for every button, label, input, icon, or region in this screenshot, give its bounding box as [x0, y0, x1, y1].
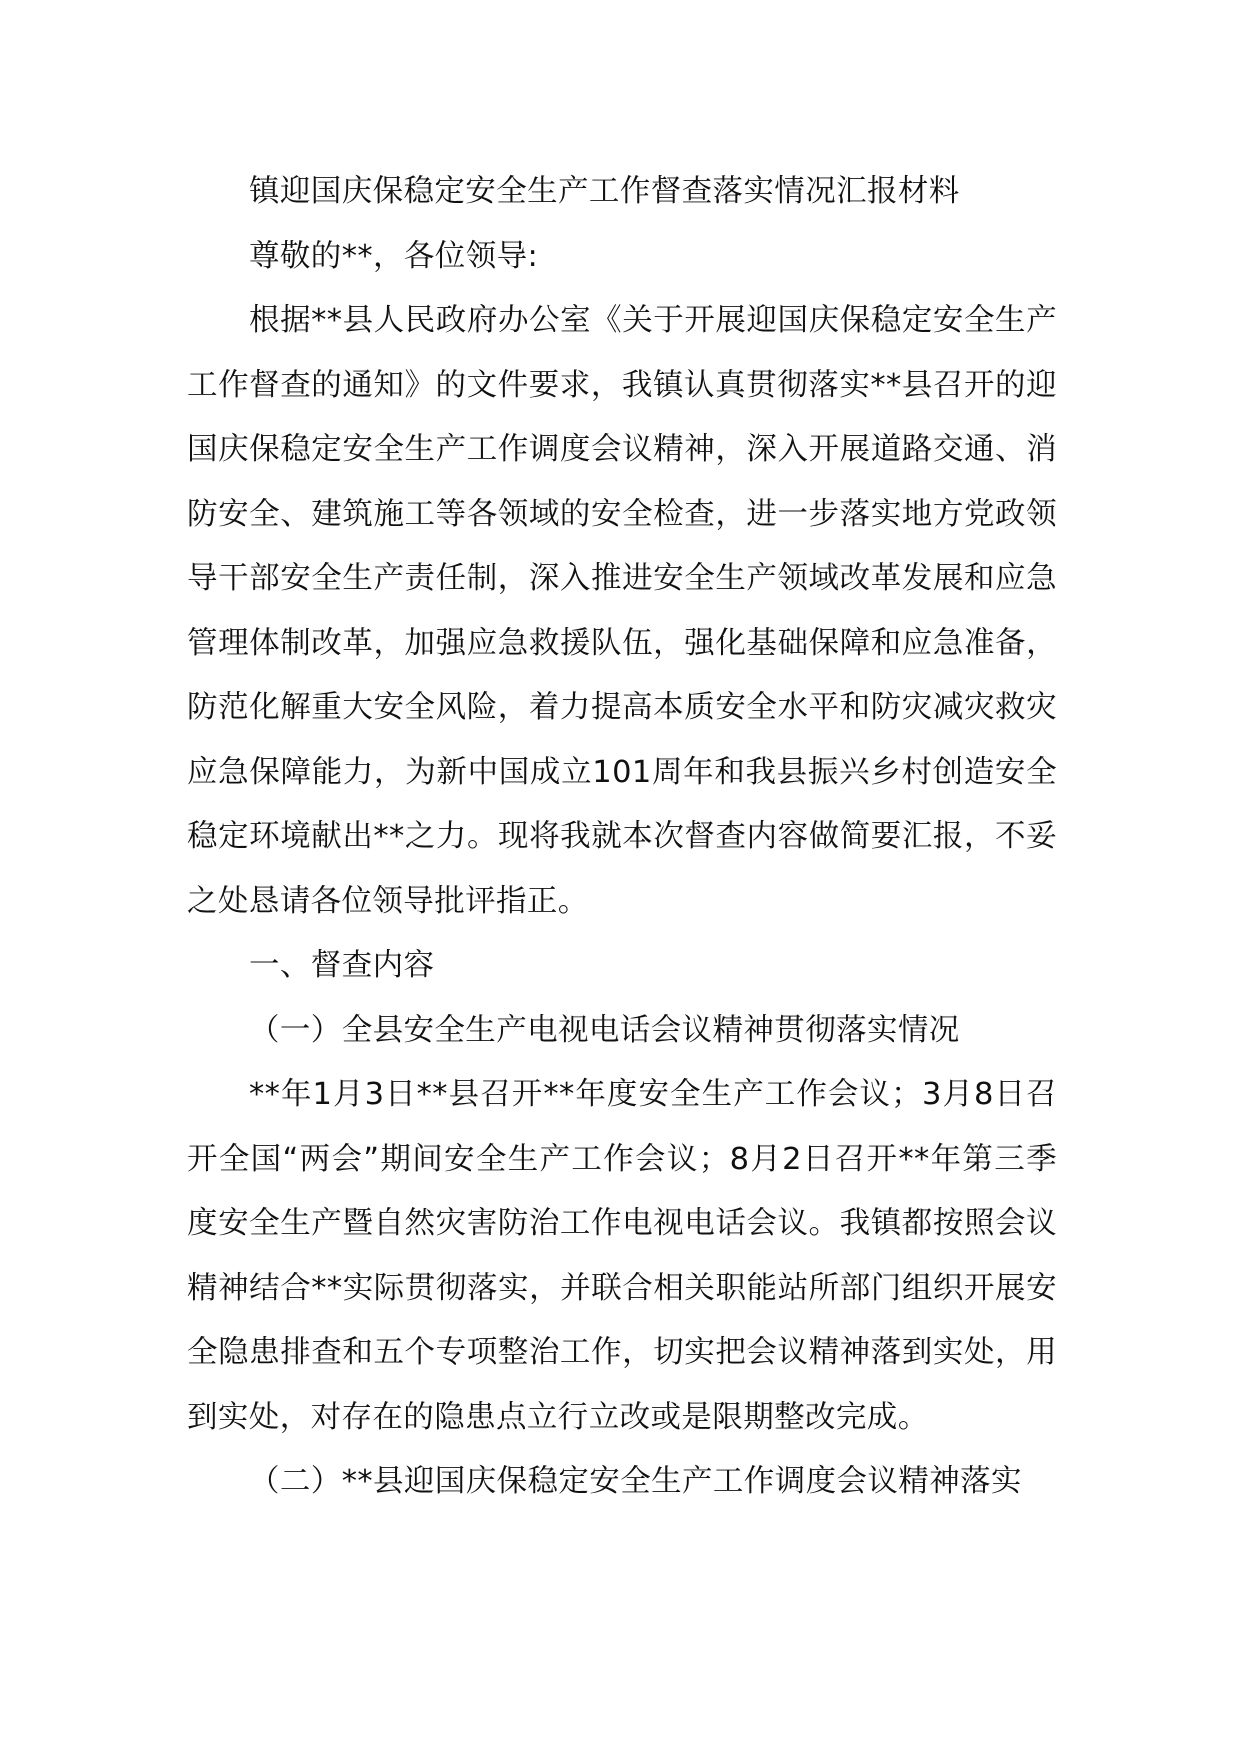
- subsection-heading-1: （一）全县安全生产电视电话会议精神贯彻落实情况: [249, 1012, 960, 1048]
- intro-paragraph: 根据**县人民政府办公室《关于开展迎国庆保稳定安全生产工作督查的通知》的文件要求，我镇认真贯彻落实**县召开的迎国庆保稳定安全生产工作调度会议精神，深入开展道路交通、消防安全、建筑施工等各领域的安全检查，进一步落实地方党政领导干部安全生产责任制，深入推进安全生产领域改革发展和应急管理体制改革，加强应急救援队伍，强化基础保障和应急准备，防范化解重大安全风险，着力提高本质安全水平和防灾减灾救灾应急保障能力，为新中国成立101周年和我县振兴乡村创造安全稳定环境献出**之力。现将我就本次督查内容做简要汇报，不妥之处恳请各位领导批评指正。: [187, 303, 1057, 919]
- subsection-1-paragraph: **年1月3日**县召开**年度安全生产工作会议；3月8日召开全国“两会”期间安全生产工作会议；8月2日召开**年第三季度安全生产暨自然灾害防治工作电视电话会议。我镇都按照会议精神结合**实际贯彻落实，并联合相关职能站所部门组织开展安全隐患排查和五个专项整治工作，切实把会议精神落到实处，用到实处，对存在的隐患点立行立改或是限期整改完成。: [187, 1077, 1057, 1435]
- salutation: 尊敬的**，各位领导:: [249, 238, 539, 274]
- document-body: [187, 160, 1057, 1515]
- document-title: 镇迎国庆保稳定安全生产工作督查落实情况汇报材料: [249, 174, 960, 209]
- section-heading-1: 一、督查内容: [249, 948, 435, 983]
- subsection-heading-2: （二）**县迎国庆保稳定安全生产工作调度会议精神落实: [249, 1464, 1022, 1499]
